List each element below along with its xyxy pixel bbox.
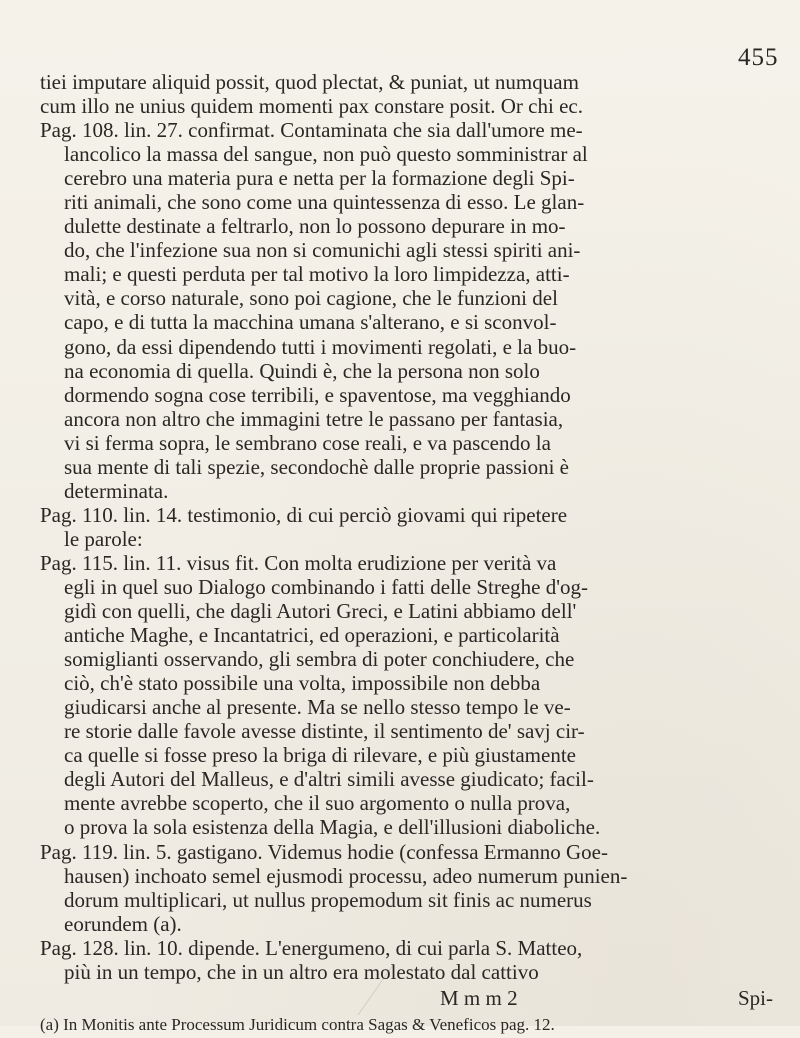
text-line: riti animali, che sono come una quintessenza di esso. Le glan-	[64, 190, 585, 215]
text-line: ciò, ch'è stato possibile una volta, impossibile non debba	[64, 671, 541, 696]
text-line: vità, e corso naturale, sono poi cagione, che le funzioni del	[64, 286, 558, 311]
text-line: egli in quel suo Dialogo combinando i fatti delle Streghe d'og-	[64, 574, 589, 599]
text-line: lancolico la massa del sangue, non può questo somministrar al	[64, 142, 588, 167]
text-line: ca quelle si fosse preso la briga di rilevare, e più giustamente	[64, 743, 576, 768]
text-line: na economia di quella. Quindi è, che la persona non solo	[64, 358, 540, 383]
text-line: somiglianti osservando, gli sembra di poter conchiudere, che	[64, 647, 575, 672]
text-line: cum illo ne unius quidem momenti pax constare posit. Or chi ec.	[40, 94, 583, 119]
text-line: tiei imputare aliquid possit, quod plectat, & puniat, ut numquam	[40, 70, 579, 94]
text-line: vi si ferma sopra, le sembrano cose reali, e va pascendo la	[64, 430, 551, 455]
text-line: re storie dalle favole avesse distinte, il sentimento de' savj cir-	[64, 719, 585, 744]
signature-row	[40, 984, 780, 1012]
text-line: Pag. 108. lin. 27. confirmat. Contaminata che sia dall'umore me-	[40, 118, 583, 143]
text-line: mali; e questi perduta per tal motivo la loro limpidezza, atti-	[64, 262, 570, 287]
text-line: dorum multiplicari, ut nullus propemodum sit finis ac numerus	[64, 887, 592, 912]
text-line: mente avrebbe scoperto, che il suo argomento o nulla prova,	[64, 791, 571, 816]
text-line: ancora non altro che immagini tetre le passano per fantasia,	[64, 406, 564, 431]
signature-mark: M m m 2	[440, 985, 518, 1010]
text-line: Pag. 115. lin. 11. visus fit. Con molta erudizione per verità va	[40, 550, 557, 575]
text-line: gono, da essi dipendendo tutti i movimenti regolati, e la buo-	[64, 334, 577, 359]
catchword: Spi-	[738, 985, 774, 1010]
text-line: dulette destinate a feltrarlo, non lo possono depurare in mo-	[64, 214, 566, 239]
footnote: (a) In Monitis ante Processum Juridicum contra Sagas & Veneficos pag. 12.	[40, 1014, 555, 1034]
text-line: Pag. 119. lin. 5. gastigano. Videmus hodie (confessa Ermanno Goe-	[40, 839, 608, 864]
text-line: o prova la sola esistenza della Magia, e dell'illusioni diaboliche.	[64, 815, 601, 840]
text-line: Pag. 128. lin. 10. dipende. L'energumeno, di cui parla S. Matteo,	[40, 935, 583, 960]
page-number: 455	[738, 44, 779, 71]
text-line: eorundem (a).	[64, 911, 182, 936]
text-line: Pag. 110. lin. 14. testimonio, di cui perciò giovami qui ripetere	[40, 502, 568, 527]
text-line: giudicarsi anche al presente. Ma se nello stesso tempo le ve-	[64, 695, 571, 720]
text-line: degli Autori del Malleus, e d'altri simili avesse giudicato; facil-	[64, 767, 594, 792]
text-line: do, che l'infezione sua non si comunichi agli stessi spiriti ani-	[64, 238, 581, 263]
text-line: cerebro una materia pura e netta per la formazione degli Spi-	[64, 166, 575, 191]
text-line: più in un tempo, che in un altro era molestato dal cattivo	[64, 959, 539, 984]
text-line: dormendo sogna cose terribili, e spaventose, ma vegghiando	[64, 382, 571, 407]
text-line: le parole:	[64, 526, 143, 551]
text-line: determinata.	[64, 478, 169, 503]
text-line: gidì con quelli, che dagli Autori Greci, e Latini abbiamo dell'	[64, 599, 577, 624]
body-text	[40, 70, 780, 1038]
text-line: sua mente di tali spezie, secondochè dalle proprie passioni è	[64, 454, 569, 479]
text-line: hausen) inchoato semel ejusmodi processu, adeo numerum punien-	[64, 863, 628, 888]
text-line: capo, e di tutta la macchina umana s'alterano, e si sconvol-	[64, 310, 557, 335]
text-line: antiche Maghe, e Incantatrici, ed operazioni, e particolarità	[64, 623, 560, 648]
